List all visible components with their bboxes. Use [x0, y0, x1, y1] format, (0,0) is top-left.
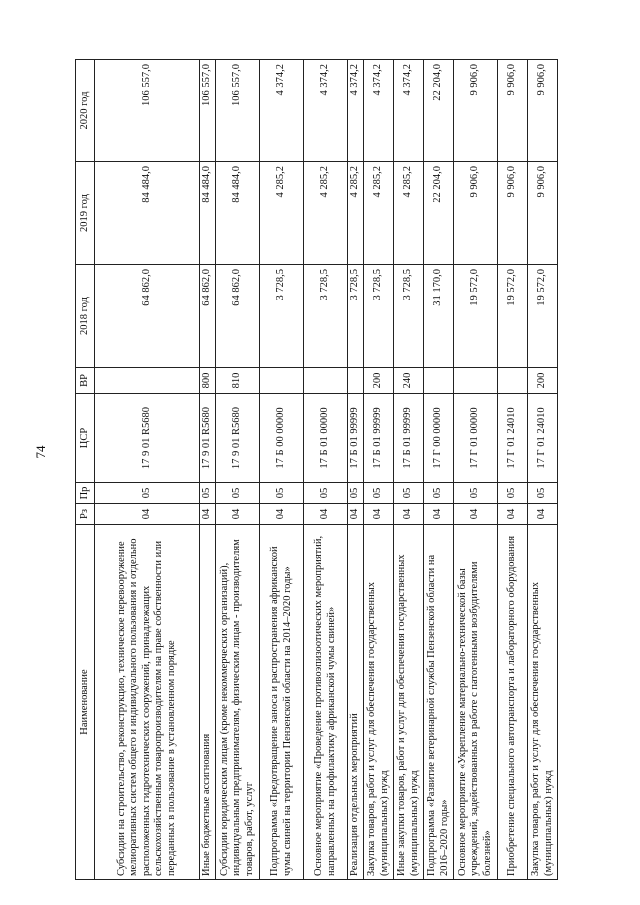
cell-rz: 04 [498, 504, 528, 525]
cell-csr: 17 Б 01 99999 [348, 394, 364, 483]
cell-name: Иные бюджетные ассигнования [200, 525, 216, 880]
cell-rz: 04 [424, 504, 454, 525]
cell-2020: 4 374,2 [348, 60, 364, 162]
cell-vr [95, 368, 200, 394]
cell-name: Реализация отдельных мероприятий [348, 525, 364, 880]
cell-rz: 04 [528, 504, 558, 525]
cell-name: Приобретение специального автотранспорта и лабораторного оборудования [498, 525, 528, 880]
cell-2020: 22 204,0 [424, 60, 454, 162]
cell-vr: 810 [216, 368, 260, 394]
cell-pr: 05 [200, 483, 216, 504]
table-header-row [76, 60, 95, 880]
header-name: Наименование [76, 525, 95, 880]
cell-rz: 04 [348, 504, 364, 525]
table-row [454, 60, 498, 880]
cell-csr: 17 Г 01 24010 [528, 394, 558, 483]
cell-name: Субсидии юридическим лицам (кроме некоммерческих организаций), индивидуальным предпринимателям, физическим лицам - производителям товаров, работ, услуг [216, 525, 260, 880]
cell-2018: 3 728,5 [260, 265, 304, 368]
cell-pr: 05 [528, 483, 558, 504]
table-row [348, 60, 364, 880]
cell-csr: 17 Б 01 99999 [394, 394, 424, 483]
cell-2019: 4 285,2 [304, 162, 348, 265]
cell-rz: 04 [95, 504, 200, 525]
table-row [95, 60, 200, 880]
cell-pr: 05 [216, 483, 260, 504]
cell-2020: 4 374,2 [304, 60, 348, 162]
cell-vr [424, 368, 454, 394]
cell-vr [304, 368, 348, 394]
table-row [424, 60, 454, 880]
cell-2018: 19 572,0 [528, 265, 558, 368]
cell-2018: 3 728,5 [304, 265, 348, 368]
cell-pr: 05 [498, 483, 528, 504]
cell-csr: 17 9 01 R5680 [95, 394, 200, 483]
header-pr: Пр [76, 483, 95, 504]
cell-2018: 19 572,0 [454, 265, 498, 368]
table-row [528, 60, 558, 880]
cell-vr: 240 [394, 368, 424, 394]
cell-pr: 05 [394, 483, 424, 504]
cell-rz: 04 [304, 504, 348, 525]
cell-csr: 17 9 01 R5680 [200, 394, 216, 483]
table-row [216, 60, 260, 880]
cell-2018: 3 728,5 [364, 265, 394, 368]
cell-2018: 64 862,0 [95, 265, 200, 368]
cell-rz: 04 [260, 504, 304, 525]
cell-rz: 04 [454, 504, 498, 525]
cell-vr [498, 368, 528, 394]
cell-2020: 106 557,0 [200, 60, 216, 162]
cell-2020: 4 374,2 [394, 60, 424, 162]
cell-2019: 84 484,0 [95, 162, 200, 265]
cell-2018: 64 862,0 [216, 265, 260, 368]
cell-csr: 17 Б 01 00000 [304, 394, 348, 483]
cell-vr: 200 [528, 368, 558, 394]
rotated-table-container [75, 60, 553, 880]
cell-2020: 9 906,0 [498, 60, 528, 162]
cell-name: Иные закупки товаров, работ и услуг для обеспечения государственных (муниципальных) нужд [394, 525, 424, 880]
cell-csr: 17 Г 01 24010 [498, 394, 528, 483]
cell-name: Подпрограмма «Развитие ветеринарной службы Пензенской области на 2016–2020 годы» [424, 525, 454, 880]
cell-vr [260, 368, 304, 394]
cell-pr: 05 [95, 483, 200, 504]
cell-2019: 4 285,2 [394, 162, 424, 265]
cell-2018: 31 170,0 [424, 265, 454, 368]
cell-2020: 4 374,2 [364, 60, 394, 162]
cell-2019: 84 484,0 [200, 162, 216, 265]
budget-table [75, 59, 558, 880]
header-2020: 2020 год [76, 60, 95, 162]
cell-2019: 22 204,0 [424, 162, 454, 265]
cell-2019: 4 285,2 [348, 162, 364, 265]
cell-2019: 4 285,2 [364, 162, 394, 265]
header-2019: 2019 год [76, 162, 95, 265]
cell-vr: 200 [364, 368, 394, 394]
cell-2018: 3 728,5 [348, 265, 364, 368]
cell-pr: 05 [454, 483, 498, 504]
table-row [394, 60, 424, 880]
cell-pr: 05 [304, 483, 348, 504]
cell-rz: 04 [216, 504, 260, 525]
cell-csr: 17 Б 01 99999 [364, 394, 394, 483]
cell-vr [348, 368, 364, 394]
cell-vr: 800 [200, 368, 216, 394]
cell-csr: 17 Г 01 00000 [454, 394, 498, 483]
cell-2018: 3 728,5 [394, 265, 424, 368]
cell-2019: 84 484,0 [216, 162, 260, 265]
table-row [304, 60, 348, 880]
cell-name: Субсидии на строительство, реконструкцию, техническое перевооружение мелиоративных систем общего и индивидуального пользования и отдельно расположенных гидротехнических сооружений, принадлежащих сельскохозяйственным товаропроизводителям на праве собственности или переданных в пользование в установленном порядке [95, 525, 200, 880]
cell-2019: 9 906,0 [528, 162, 558, 265]
table-row [364, 60, 394, 880]
cell-name: Основное мероприятие «Укрепление материально-технической базы учреждений, задействованных в работе с патогенными возбудителями болезней» [454, 525, 498, 880]
cell-pr: 05 [424, 483, 454, 504]
cell-2019: 9 906,0 [498, 162, 528, 265]
cell-pr: 05 [348, 483, 364, 504]
cell-vr [454, 368, 498, 394]
cell-rz: 04 [394, 504, 424, 525]
cell-rz: 04 [200, 504, 216, 525]
cell-2018: 64 862,0 [200, 265, 216, 368]
page-number: 74 [33, 445, 48, 459]
cell-2019: 9 906,0 [454, 162, 498, 265]
cell-2020: 9 906,0 [454, 60, 498, 162]
table-row [260, 60, 304, 880]
header-rz: Рз [76, 504, 95, 525]
cell-2020: 9 906,0 [528, 60, 558, 162]
cell-csr: 17 9 01 R5680 [216, 394, 260, 483]
table-row [200, 60, 216, 880]
header-csr: ЦСР [76, 394, 95, 483]
table-row [498, 60, 528, 880]
cell-2018: 19 572,0 [498, 265, 528, 368]
cell-2020: 106 557,0 [216, 60, 260, 162]
cell-name: Основное мероприятие «Проведение противоэпизоотических мероприятий, направленных на профилактику африканской чумы свиней» [304, 525, 348, 880]
cell-name: Закупка товаров, работ и услуг для обеспечения государственных (муниципальных) нужд [364, 525, 394, 880]
header-vr: ВР [76, 368, 95, 394]
cell-csr: 17 Б 00 00000 [260, 394, 304, 483]
cell-pr: 05 [364, 483, 394, 504]
cell-pr: 05 [260, 483, 304, 504]
cell-csr: 17 Г 00 00000 [424, 394, 454, 483]
cell-2019: 4 285,2 [260, 162, 304, 265]
cell-2020: 106 557,0 [95, 60, 200, 162]
cell-name: Подпрограмма «Предотвращение заноса и распространения африканской чумы свиней на территории Пензенской области на 2014–2020 годы» [260, 525, 304, 880]
cell-rz: 04 [364, 504, 394, 525]
header-2018: 2018 год [76, 265, 95, 368]
cell-name: Закупка товаров, работ и услуг для обеспечения государственных (муниципальных) нужд [528, 525, 558, 880]
cell-2020: 4 374,2 [260, 60, 304, 162]
